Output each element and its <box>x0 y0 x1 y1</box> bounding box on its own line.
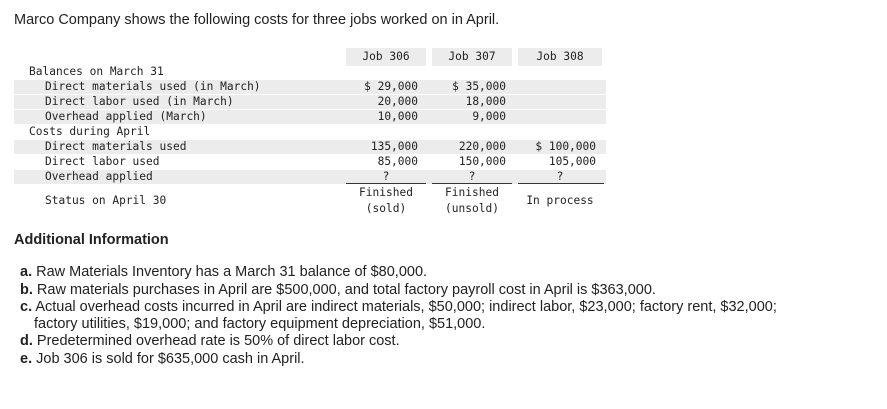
column-header-job-308: Job 308 <box>518 48 602 66</box>
row-label: Direct materials used (in March) <box>45 80 261 93</box>
row-label: Direct labor used (in March) <box>45 95 234 108</box>
table-row <box>14 65 606 79</box>
cell-job-306: $ 29,000 <box>364 80 418 93</box>
cell-job-306: 20,000 <box>377 95 418 108</box>
list-item <box>20 351 870 368</box>
item-text: Raw materials purchases in April are $500,000, and total factory payroll cost in April is $363,000. <box>36 281 656 298</box>
total-underline <box>346 183 426 184</box>
cell-job-307: 220,000 <box>458 140 506 153</box>
total-underline <box>518 183 604 184</box>
item-text: Raw Materials Inventory has a March 31 balance of $80,000. <box>36 264 428 280</box>
table-row <box>14 80 606 94</box>
item-letter: b. <box>20 281 33 298</box>
status-job-307-line1: Finished <box>445 186 499 199</box>
cell-job-307: 18,000 <box>465 95 506 108</box>
table-row <box>14 125 606 139</box>
section-heading-balances: Balances on March 31 <box>29 65 164 78</box>
column-header-job-307: Job 307 <box>432 48 512 66</box>
cell-job-306: 10,000 <box>377 110 418 123</box>
row-label: Overhead applied (March) <box>45 110 207 123</box>
item-text: Predetermined overhead rate is 50% of direct labor cost. <box>36 333 400 349</box>
status-job-306-line2: (sold) <box>365 202 407 215</box>
row-label: Direct labor used <box>45 155 160 168</box>
list-item <box>20 333 870 350</box>
row-label: Direct materials used <box>45 140 187 153</box>
cell-job-308: 105,000 <box>548 155 596 168</box>
table-row <box>14 170 606 184</box>
table-row <box>14 110 606 124</box>
item-letter: e. <box>20 350 33 367</box>
additional-info-list <box>20 264 870 368</box>
cell-job-308: ? <box>556 170 564 183</box>
row-label: Status on April 30 <box>45 194 167 207</box>
cell-job-308: $ 100,000 <box>535 140 596 153</box>
row-label: Overhead applied <box>45 170 153 183</box>
total-underline <box>432 183 512 184</box>
cell-job-306: ? <box>382 170 390 183</box>
cell-job-306: 135,000 <box>370 140 418 153</box>
item-letter: d. <box>20 333 33 349</box>
table-row <box>14 155 606 169</box>
item-text: Actual overhead costs incurred in April are indirect materials, $50,000; indirect labor, $23,000; factory rent, $32,000; <box>35 299 777 315</box>
cell-job-307: 9,000 <box>472 110 506 123</box>
status-job-307-line2: (unsold) <box>445 202 499 215</box>
additional-info-title: Additional Information <box>14 232 169 248</box>
item-text: Job 306 is sold for $635,000 cash in April. <box>36 350 305 367</box>
item-text-continued: factory utilities, $19,000; and factory equipment depreciation, $51,000. <box>34 315 486 332</box>
cell-job-307: $ 35,000 <box>452 80 506 93</box>
item-letter: c. <box>20 299 33 315</box>
list-item <box>20 299 870 332</box>
cell-job-307: ? <box>468 170 476 183</box>
status-job-306-line1: Finished <box>359 186 413 199</box>
section-heading-costs: Costs during April <box>29 125 151 138</box>
list-item <box>20 264 870 281</box>
cell-job-306: 85,000 <box>377 155 418 168</box>
item-letter: a. <box>20 264 33 280</box>
list-item <box>20 282 870 299</box>
table-row <box>14 95 606 109</box>
status-job-308: In process <box>526 194 594 207</box>
table-row <box>14 140 606 154</box>
intro-text: Marco Company shows the following costs for three jobs worked on in April. <box>14 12 500 28</box>
cell-job-307: 150,000 <box>458 155 506 168</box>
column-header-job-306: Job 306 <box>346 48 426 66</box>
